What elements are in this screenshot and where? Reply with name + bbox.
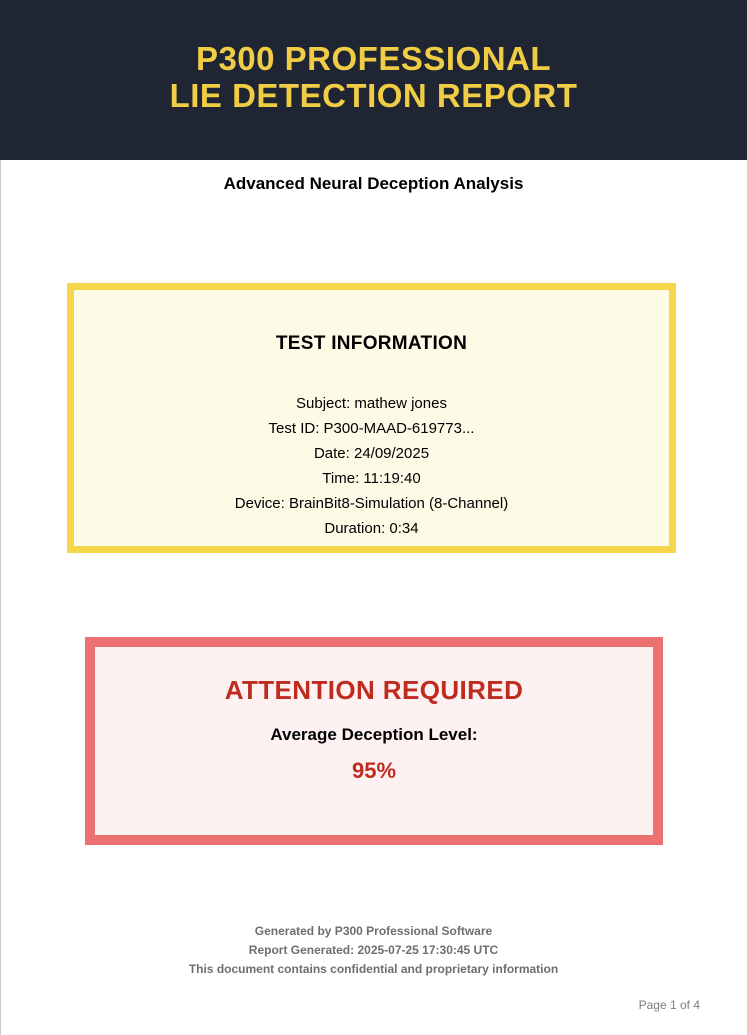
test-information-line: Date: 24/09/2025 <box>313 445 430 462</box>
test-information-lines <box>74 391 669 541</box>
report-title-line2: LIE DETECTION REPORT <box>169 77 578 114</box>
attention-required-box <box>85 637 663 845</box>
test-information-line: Device: BrainBit8-Simulation (8-Channel) <box>234 495 509 512</box>
report-subtitle: Advanced Neural Deception Analysis <box>223 174 524 193</box>
test-information-title: TEST INFORMATION <box>275 333 468 354</box>
test-information-line: Test ID: P300-MAAD-619773... <box>268 420 475 437</box>
report-title <box>170 40 578 114</box>
page-number: Page 1 of 4 <box>638 998 700 1012</box>
footer-line: This document contains confidential and proprietary information <box>188 962 559 976</box>
attention-required-title: ATTENTION REQUIRED <box>224 675 524 705</box>
test-information-line: Time: 11:19:40 <box>322 470 421 487</box>
report-header <box>0 0 747 160</box>
test-information-line: Subject: mathew jones <box>296 395 447 412</box>
deception-level-label: Average Deception Level: <box>270 725 478 744</box>
report-footer <box>0 922 747 979</box>
footer-line: Report Generated: 2025-07-25 17:30:45 UTC <box>248 943 499 957</box>
footer-line: Generated by P300 Professional Software <box>254 924 493 938</box>
deception-level-value: 95% <box>351 758 397 783</box>
test-information-line: Duration: 0:34 <box>324 520 419 537</box>
test-information-box <box>67 283 676 553</box>
report-title-line1: P300 PROFESSIONAL <box>195 40 552 77</box>
